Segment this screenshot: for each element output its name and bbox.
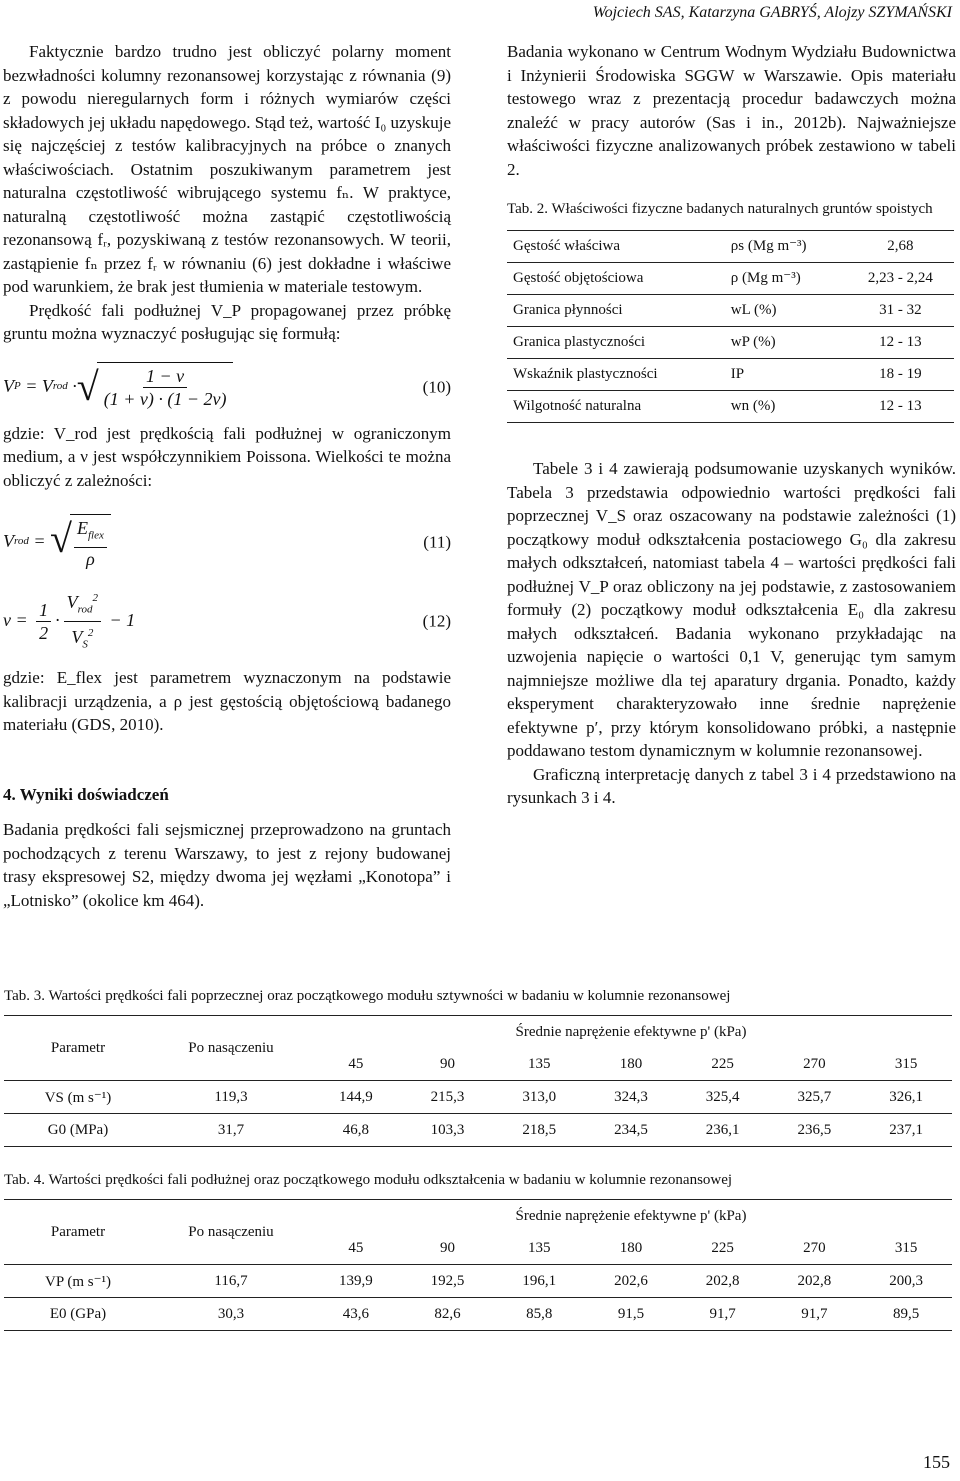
table-2-caption: Tab. 2. Właściwości fizyczne badanych naturalnych gruntów spoistych <box>507 201 933 217</box>
property-value: 31 - 32 <box>847 295 954 327</box>
table-row <box>507 231 954 263</box>
stress-header: 45 <box>348 1055 364 1072</box>
header-cell: Średnie naprężenie efektywne p' (kPa) <box>310 1016 952 1049</box>
property-symbol: wL (%) <box>725 295 847 327</box>
parameter-cell: E0 (GPa) <box>4 1298 152 1331</box>
table-4-block <box>4 1170 956 1331</box>
table-row <box>507 391 954 423</box>
property-name: Gęstość objętościowa <box>507 263 725 295</box>
table-3-block <box>4 986 956 1147</box>
value-cell: 218,5 <box>493 1114 585 1147</box>
value-cell: 192,5 <box>402 1265 494 1298</box>
stress-header: 225 <box>711 1239 734 1256</box>
stress-header: 225 <box>711 1055 734 1072</box>
property-name: Gęstość właściwa <box>507 231 725 263</box>
paragraph: Tabele 3 i 4 zawierają podsumowanie uzyskanych wyników. Tabela 3 przedstawia odpowiednio wartości prędkości fali poprzecznej V_S oraz oszacowany na podstawie zależności (1) początkowy moduł odkształcenia postaciowego G₀ dla zakresu małych odkształceń, natomiast tabela 4 – wartości prędkości fali podłużnej V_P oraz obliczony na jej podstawie, z zastosowaniem formuły (2) początkowy moduł odkształcenia E₀ dla zakresu małych odkształceń. Badania wykonano przykładając na uzwojenia napięcie o wartości 0,1 V, generując tym samym najmniejsze możliwe dla tej aparatury drgania. Ponadto, każdy eksperyment charakteryzowało inne średnie naprężenie efektywne p′, przy którym konsolidowano próbki, a następnie poddawano testom dynamicznym w kolumnie rezonansowej. <box>507 459 956 760</box>
value-cell: 326,1 <box>860 1081 952 1114</box>
value-cell: 215,3 <box>402 1081 494 1114</box>
stress-header: 180 <box>619 1239 643 1256</box>
stress-header: 135 <box>528 1055 551 1072</box>
property-name: Wskaźnik plastyczności <box>507 359 725 391</box>
value-cell: 30,3 <box>152 1298 310 1331</box>
right-column <box>507 40 956 810</box>
property-value: 18 - 19 <box>847 359 954 391</box>
header-cell: Średnie naprężenie efektywne p' (kPa) <box>310 1200 952 1233</box>
paragraph: gdzie: E_flex jest parametrem wyznaczonym na podstawie kalibracji urządzenia, a ρ jest gęstością objętościową badanego materiału (GDS, 2010). <box>3 668 451 734</box>
value-cell: 234,5 <box>585 1114 677 1147</box>
property-symbol: ρs (Mg m⁻³) <box>725 231 847 263</box>
property-name: Granica płynności <box>507 295 725 327</box>
value-cell: 139,9 <box>310 1265 402 1298</box>
value-cell: 119,3 <box>152 1081 310 1114</box>
header-cell: Parametr <box>4 1016 152 1081</box>
value-cell: 325,7 <box>769 1081 861 1114</box>
property-value: 2,23 - 2,24 <box>847 263 954 295</box>
stress-header: 180 <box>619 1055 643 1072</box>
value-cell: 202,8 <box>677 1265 769 1298</box>
value-cell: 324,3 <box>585 1081 677 1114</box>
table-4 <box>4 1199 952 1331</box>
parameter-cell: G0 (MPa) <box>4 1114 152 1147</box>
value-cell: 91,5 <box>585 1298 677 1331</box>
value-cell: 85,8 <box>493 1298 585 1331</box>
equation-10: V P = V rod · √ $\frac{1 - \nu}{(1 + \nu) \cdot (1 - 2\nu)}$ (10) <box>3 352 451 422</box>
equation-number: (12) <box>422 611 451 631</box>
paragraph: Prędkość fali podłużnej V_P propagowanej przez próbkę gruntu można wyznaczyć posługując się formułą: <box>3 300 451 343</box>
value-cell: 103,3 <box>402 1114 494 1147</box>
property-name: Wilgotność naturalna <box>507 391 725 423</box>
table-row <box>4 1298 952 1331</box>
value-cell: 196,1 <box>493 1265 585 1298</box>
value-cell: 236,1 <box>677 1114 769 1147</box>
parameter-cell: VP (m s⁻¹) <box>4 1265 152 1298</box>
property-symbol: IP <box>725 359 847 391</box>
header-cell: Parametr <box>4 1200 152 1265</box>
value-cell: 202,6 <box>585 1265 677 1298</box>
value-cell: 144,9 <box>310 1081 402 1114</box>
value-cell: 82,6 <box>402 1298 494 1331</box>
header-cell: Po nasączeniu <box>152 1016 310 1081</box>
paragraph: Faktycznie bardzo trudno jest obliczyć polarny moment bezwładności kolumny rezonansowej korzystając z równania (9) z powodu nieregularnych form i różnych wymiarów części składowych jej układu napędowego. Stąd też, wartość I₀ uzyskuje się najczęściej z testów kalibracyjnych na próbce o znanych właściwościach. Ostatnim poszukiwanym parametrem jest naturalna częstotliwość wibrującego systemu fₙ. W praktyce, naturalną częstotliwość można zastąpić częstotliwością rezonansową fᵣ, pozyskiwaną z testów rezonansowych. W teorii, zastąpienie fₙ przez fᵣ w równaniu (6) jest dokładne i właściwe pod warunkiem, że brak jest tłumienia w materiale testowym. <box>3 42 451 296</box>
value-cell: 313,0 <box>493 1081 585 1114</box>
table-row <box>507 327 954 359</box>
paragraph: Graficzną interpretację danych z tabel 3 i 4 przedstawiono na rysunkach 3 i 4. <box>507 764 956 807</box>
stress-header: 45 <box>348 1239 364 1256</box>
paragraph: gdzie: V_rod jest prędkością fali podłużnej w ograniczonym medium, a ν jest współczynnikiem Poissona. Wielkości te można obliczyć z zależności: <box>3 423 451 490</box>
stress-header: 270 <box>803 1239 826 1256</box>
property-symbol: ρ (Mg m⁻³) <box>725 263 847 295</box>
page-number: 155 <box>923 1452 950 1472</box>
value-cell: 31,7 <box>152 1114 310 1147</box>
table-row <box>507 263 954 295</box>
table-row <box>507 359 954 391</box>
equation-12: ν = $\frac{1}{2}$ · $\frac{V_{rod}^2}{V_S^2}$ − 1 (12) <box>3 586 451 656</box>
property-value: 12 - 13 <box>847 391 954 423</box>
table-2 <box>507 230 954 423</box>
value-cell: 91,7 <box>769 1298 861 1331</box>
paragraph: Badania wykonano w Centrum Wodnym Wydziału Budownictwa i Inżynierii Środowiska SGGW w Warszawie. Opis materiału testowego wraz z prezentacją procedur badawczych można znaleźć w pracy autorów (Sas i in., 2012b). Najważniejsze właściwości fizyczne analizowanych próbek zestawiono w tabeli 2. <box>507 42 956 179</box>
property-symbol: wn (%) <box>725 391 847 423</box>
table-row <box>4 1081 952 1114</box>
value-cell: 200,3 <box>860 1265 952 1298</box>
value-cell: 237,1 <box>860 1114 952 1147</box>
equation-11: V rod = √ $\frac{E_{flex}}{\rho}$ (11) <box>3 516 451 569</box>
value-cell: 43,6 <box>310 1298 402 1331</box>
stress-header: 135 <box>528 1239 551 1256</box>
table-row <box>4 1114 952 1147</box>
property-name: Granica plastyczności <box>507 327 725 359</box>
table-4-caption: Tab. 4. Wartości prędkości fali podłużnej oraz początkowego modułu odkształcenia w badaniu w kolumnie rezonansowej <box>4 1172 733 1188</box>
stress-header: 90 <box>440 1055 456 1072</box>
value-cell: 325,4 <box>677 1081 769 1114</box>
table-3 <box>4 1015 952 1147</box>
paragraph: Badania prędkości fali sejsmicznej przeprowadzono na gruntach pochodzących z terenu Warszawy, to jest z rejony budowanej trasy ekspresowej S2, między dwoma jej węzłami „Konotopa” i „Lotnisko” (okolice km 464). <box>3 820 451 910</box>
parameter-cell: VS (m s⁻¹) <box>4 1081 152 1114</box>
property-symbol: wP (%) <box>725 327 847 359</box>
value-cell: 89,5 <box>860 1298 952 1331</box>
property-value: 12 - 13 <box>847 327 954 359</box>
header-cell: Po nasączeniu <box>152 1200 310 1265</box>
value-cell: 91,7 <box>677 1298 769 1331</box>
section-heading: 4. Wyniki doświadczeń <box>3 784 169 804</box>
stress-header: 315 <box>894 1055 918 1072</box>
left-column <box>3 40 451 912</box>
table-3-caption: Tab. 3. Wartości prędkości fali poprzecznej oraz początkowego modułu sztywności w badaniu w kolumnie rezonansowej <box>4 988 731 1004</box>
stress-header: 315 <box>894 1239 918 1256</box>
stress-header: 90 <box>440 1239 456 1256</box>
value-cell: 236,5 <box>769 1114 861 1147</box>
value-cell: 202,8 <box>769 1265 861 1298</box>
property-value: 2,68 <box>847 231 954 263</box>
value-cell: 116,7 <box>152 1265 310 1298</box>
equation-number: (10) <box>422 376 451 396</box>
table-row <box>507 295 954 327</box>
table-row <box>4 1265 952 1298</box>
equation-number: (11) <box>423 532 451 552</box>
stress-header: 270 <box>803 1055 826 1072</box>
running-header: Wojciech SAS, Katarzyna GABRYŚ, Alojzy SZYMAŃSKI <box>592 4 952 21</box>
value-cell: 46,8 <box>310 1114 402 1147</box>
